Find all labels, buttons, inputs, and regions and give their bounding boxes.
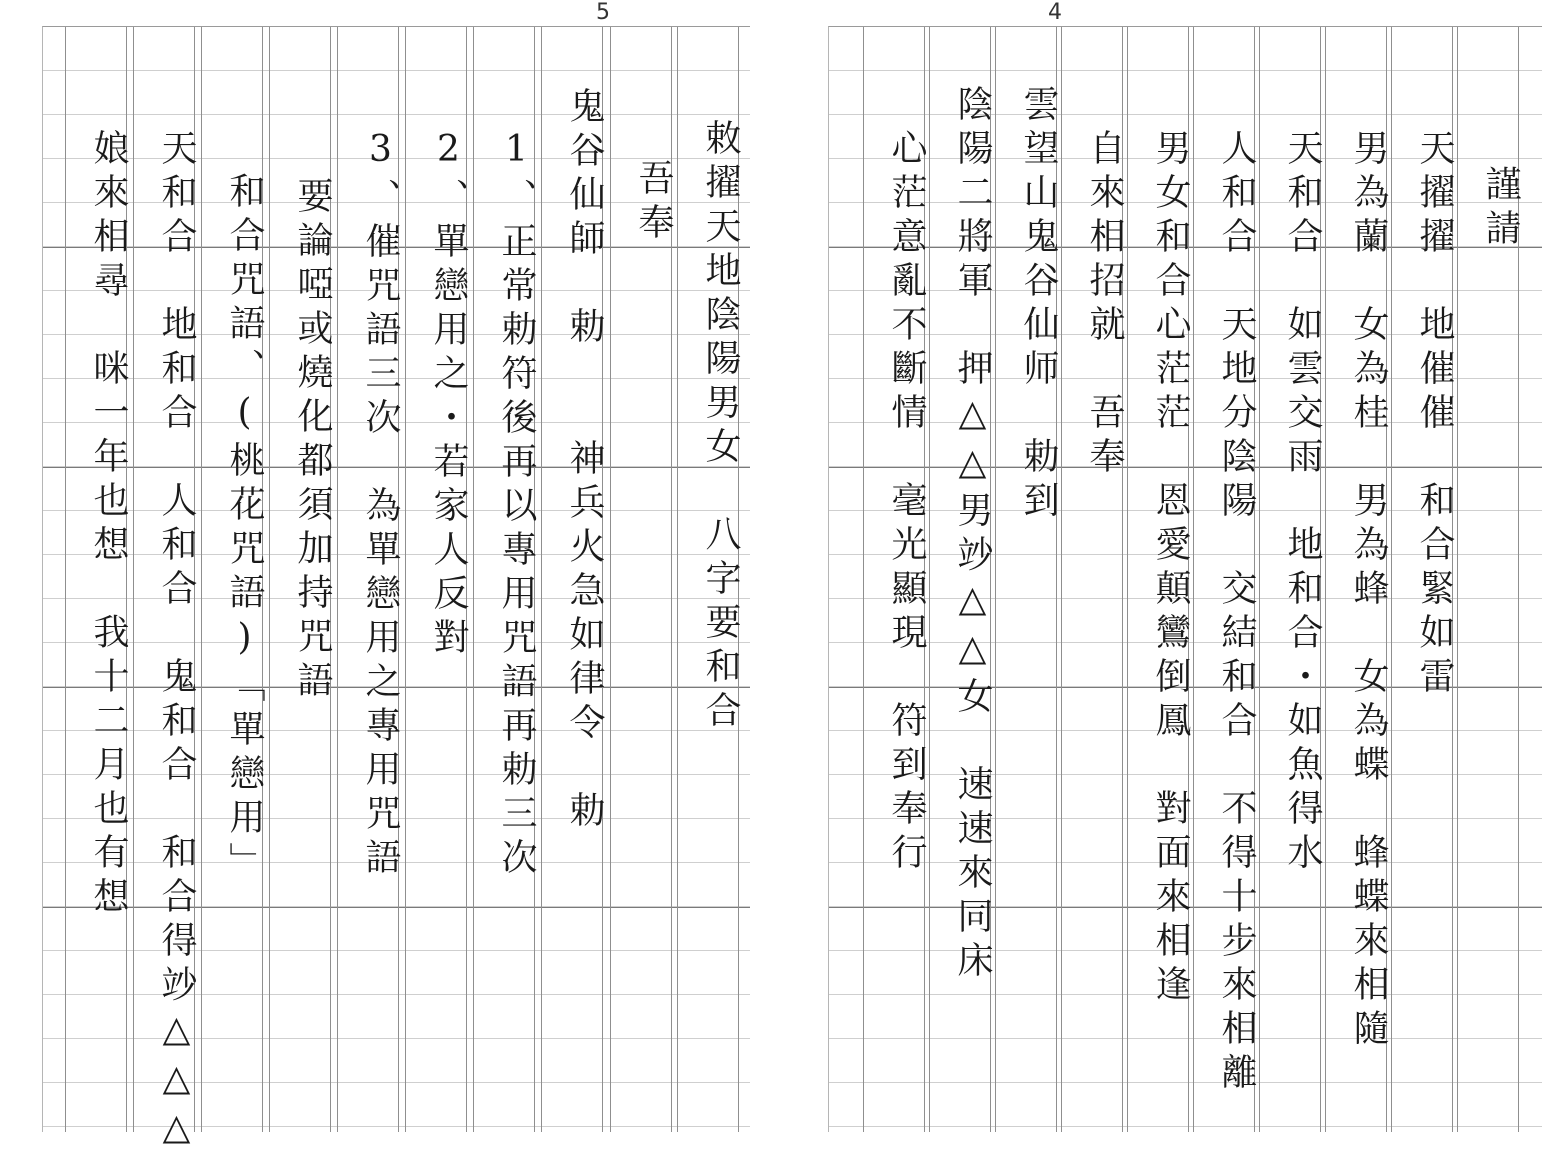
column-text: 敕擢天地陰陽男女 八字要和合 (700, 119, 741, 735)
text-column (1325, 27, 1387, 1132)
column-text: 天和合 地和合 人和合 鬼和合 和合得竗△△△ (156, 129, 197, 1156)
text-column (929, 27, 991, 1132)
text-column (1391, 27, 1453, 1132)
column-text: 鬼谷仙師 勅 神兵火急如律令 勅 (564, 87, 605, 835)
text-column (405, 27, 467, 1132)
column-text: 天擢擢 地催催 和合緊如雷 (1414, 129, 1455, 701)
column-text: 自來相招就 吾奉 (1084, 129, 1125, 481)
column-text: 人和合 天地分陰陽 交結和合 不得十步來相離 (1216, 129, 1257, 1097)
text-column (1193, 27, 1255, 1132)
column-text: 2、單戀用之・若家人反對 (428, 129, 469, 662)
page-number: 5 (596, 0, 610, 25)
column-text: 謹請 (1480, 165, 1521, 253)
page-number: 4 (1048, 0, 1062, 25)
text-column (473, 27, 535, 1132)
column-text: 天和合 如雲交雨 地和合・如魚得水 (1282, 129, 1323, 877)
manuscript-page-left (0, 0, 770, 1156)
text-column (1127, 27, 1189, 1132)
column-text: 吾奉 (633, 159, 674, 247)
column-text: 和合咒語、(桃花咒語)「單戀用」 (224, 172, 265, 886)
text-column (269, 27, 331, 1132)
column-text: 娘來相尋 咪一年也想 我十二月也有想 (88, 129, 129, 921)
column-text: 1、正常勅符後再以專用咒語再勅三次 (496, 129, 537, 882)
text-column (1061, 27, 1123, 1132)
text-column (133, 27, 197, 1156)
text-column (201, 27, 263, 1132)
text-column (863, 27, 925, 1132)
text-column (1259, 27, 1321, 1132)
column-text: 雲望山鬼谷仙师 勅到 (1018, 85, 1059, 525)
text-column (677, 27, 739, 1132)
text-column (541, 27, 603, 1132)
column-text: 心茫意亂不斷情 毫光顯現 符到奉行 (886, 129, 927, 877)
grid-sheet (828, 26, 1542, 1132)
manuscript-page-right (790, 0, 1542, 1132)
grid-sheet (42, 26, 750, 1156)
text-column (610, 27, 672, 1132)
column-text: 要論啞或燒化都須加持咒語 (292, 177, 333, 705)
text-column (337, 27, 399, 1132)
text-column (1457, 27, 1519, 1132)
column-text: 陰陽二將軍 押△△男竗△△女 速速來同床 (952, 85, 993, 985)
column-text: 男女和合心茫茫 恩愛顛鸞倒鳳 對面來相逢 (1150, 129, 1191, 1009)
column-text: 男為蘭 女為桂 男為蜂 女為蝶 蜂蝶來相隨 (1348, 129, 1389, 1053)
text-column (65, 27, 127, 1132)
text-column (995, 27, 1057, 1132)
column-text: 3、催咒語三次 為單戀用之專用咒語 (360, 129, 401, 882)
